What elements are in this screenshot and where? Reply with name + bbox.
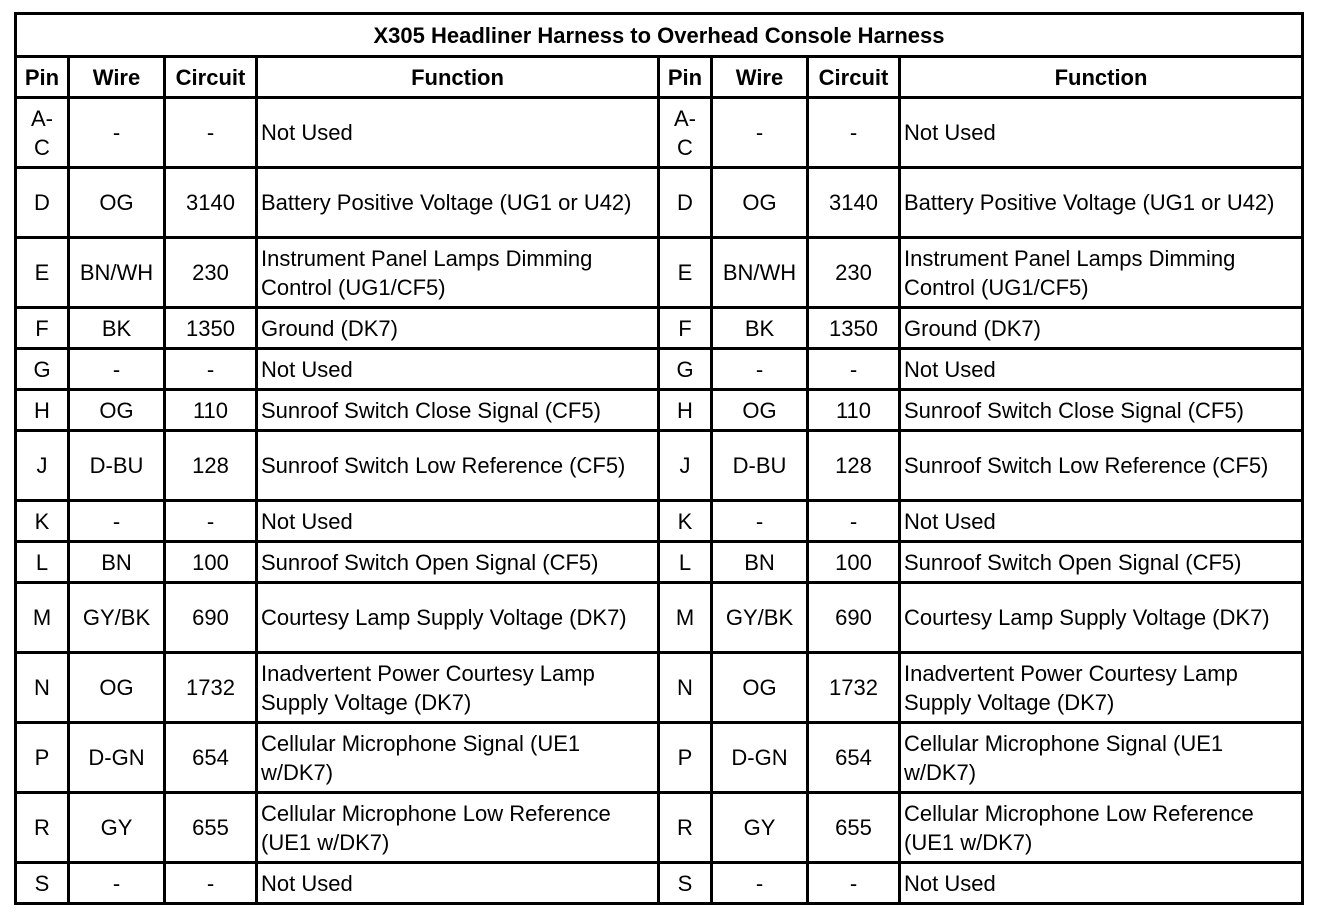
wire-cell: - [69,863,165,904]
function-cell: Not Used [257,501,659,542]
function-cell: Sunroof Switch Low Reference (CF5) [900,431,1303,501]
pin-cell: D [659,168,712,238]
connector-table [14,12,1304,905]
circuit-cell: 128 [165,431,257,501]
function-cell: Inadvertent Power Courtesy Lamp Supply Voltage (DK7) [900,653,1303,723]
wire-cell: D-BU [712,431,808,501]
wire-cell: OG [69,653,165,723]
pin-cell: K [16,501,69,542]
header-pin: Pin [659,57,712,98]
pin-cell: N [659,653,712,723]
pin-cell: L [16,542,69,583]
table-row [16,168,1303,238]
circuit-cell: 128 [808,431,900,501]
wire-cell: OG [69,168,165,238]
header-wire: Wire [69,57,165,98]
header-function: Function [900,57,1303,98]
function-cell: Not Used [900,349,1303,390]
header-pin: Pin [16,57,69,98]
circuit-cell: 655 [808,793,900,863]
function-cell: Battery Positive Voltage (UG1 or U42) [900,168,1303,238]
wire-cell: - [69,349,165,390]
table-row [16,723,1303,793]
circuit-cell: - [808,349,900,390]
pin-cell: R [659,793,712,863]
function-cell: Instrument Panel Lamps Dimming Control (UG1/CF5) [900,238,1303,308]
table-row [16,390,1303,431]
table-row [16,501,1303,542]
circuit-cell: 654 [808,723,900,793]
header-circuit: Circuit [808,57,900,98]
pin-cell: K [659,501,712,542]
function-cell: Courtesy Lamp Supply Voltage (DK7) [257,583,659,653]
function-cell: Inadvertent Power Courtesy Lamp Supply Voltage (DK7) [257,653,659,723]
function-cell: Not Used [900,863,1303,904]
function-cell: Sunroof Switch Low Reference (CF5) [257,431,659,501]
wire-cell: D-GN [712,723,808,793]
function-cell: Courtesy Lamp Supply Voltage (DK7) [900,583,1303,653]
circuit-cell: - [808,98,900,168]
wire-cell: BN/WH [69,238,165,308]
circuit-cell: 690 [808,583,900,653]
wire-cell: GY/BK [712,583,808,653]
pin-cell: J [659,431,712,501]
circuit-cell: 654 [165,723,257,793]
wire-cell: D-BU [69,431,165,501]
pin-cell: M [16,583,69,653]
pin-cell: H [659,390,712,431]
table-row [16,308,1303,349]
circuit-cell: - [808,863,900,904]
pin-cell: D [16,168,69,238]
wire-cell: GY [69,793,165,863]
circuit-cell: 1732 [165,653,257,723]
pin-cell: E [659,238,712,308]
wire-cell: BK [69,308,165,349]
circuit-cell: 230 [808,238,900,308]
table-row [16,653,1303,723]
circuit-cell: 1732 [808,653,900,723]
function-cell: Cellular Microphone Signal (UE1 w/DK7) [257,723,659,793]
circuit-cell: 230 [165,238,257,308]
circuit-cell: 110 [165,390,257,431]
circuit-cell: - [165,501,257,542]
wire-cell: OG [712,390,808,431]
circuit-cell: 655 [165,793,257,863]
wire-cell: GY [712,793,808,863]
wire-cell: OG [69,390,165,431]
function-cell: Not Used [257,863,659,904]
header-circuit: Circuit [165,57,257,98]
table-row [16,542,1303,583]
wire-cell: BN/WH [712,238,808,308]
circuit-cell: 3140 [808,168,900,238]
header-row [16,57,1303,98]
table-row [16,238,1303,308]
wire-cell: GY/BK [69,583,165,653]
table-row [16,431,1303,501]
pin-cell: A- C [16,98,69,168]
pin-cell: P [659,723,712,793]
function-cell: Not Used [257,98,659,168]
function-cell: Cellular Microphone Low Reference (UE1 w/DK7) [900,793,1303,863]
function-cell: Ground (DK7) [257,308,659,349]
wire-cell: - [69,501,165,542]
wire-cell: BN [69,542,165,583]
pin-cell: J [16,431,69,501]
function-cell: Sunroof Switch Open Signal (CF5) [900,542,1303,583]
function-cell: Sunroof Switch Close Signal (CF5) [900,390,1303,431]
circuit-cell: 690 [165,583,257,653]
function-cell: Cellular Microphone Signal (UE1 w/DK7) [900,723,1303,793]
wire-cell: OG [712,653,808,723]
pin-cell: H [16,390,69,431]
wire-cell: - [69,98,165,168]
wire-cell: - [712,98,808,168]
wire-cell: - [712,863,808,904]
table-row [16,863,1303,904]
pin-cell: S [16,863,69,904]
pin-cell: A- C [659,98,712,168]
pin-cell: P [16,723,69,793]
pin-cell: G [16,349,69,390]
function-cell: Not Used [900,98,1303,168]
table-title: X305 Headliner Harness to Overhead Console Harness [16,14,1303,57]
pin-cell: S [659,863,712,904]
pin-cell: R [16,793,69,863]
pin-cell: L [659,542,712,583]
pin-cell: F [16,308,69,349]
wire-cell: BK [712,308,808,349]
function-cell: Cellular Microphone Low Reference (UE1 w/DK7) [257,793,659,863]
circuit-cell: - [165,863,257,904]
table-row [16,98,1303,168]
circuit-cell: 3140 [165,168,257,238]
function-cell: Sunroof Switch Open Signal (CF5) [257,542,659,583]
circuit-cell: - [165,349,257,390]
function-cell: Sunroof Switch Close Signal (CF5) [257,390,659,431]
circuit-cell: 100 [808,542,900,583]
function-cell: Ground (DK7) [900,308,1303,349]
function-cell: Not Used [257,349,659,390]
header-function: Function [257,57,659,98]
function-cell: Battery Positive Voltage (UG1 or U42) [257,168,659,238]
wire-cell: D-GN [69,723,165,793]
wire-cell: - [712,349,808,390]
wire-cell: OG [712,168,808,238]
header-wire: Wire [712,57,808,98]
pin-cell: M [659,583,712,653]
wire-cell: BN [712,542,808,583]
pin-cell: E [16,238,69,308]
pin-cell: N [16,653,69,723]
pin-cell: F [659,308,712,349]
table-row [16,349,1303,390]
pin-cell: G [659,349,712,390]
circuit-cell: 110 [808,390,900,431]
function-cell: Instrument Panel Lamps Dimming Control (UG1/CF5) [257,238,659,308]
function-cell: Not Used [900,501,1303,542]
table-row [16,583,1303,653]
wire-cell: - [712,501,808,542]
circuit-cell: 100 [165,542,257,583]
circuit-cell: 1350 [165,308,257,349]
circuit-cell: - [165,98,257,168]
table-row [16,793,1303,863]
circuit-cell: - [808,501,900,542]
circuit-cell: 1350 [808,308,900,349]
